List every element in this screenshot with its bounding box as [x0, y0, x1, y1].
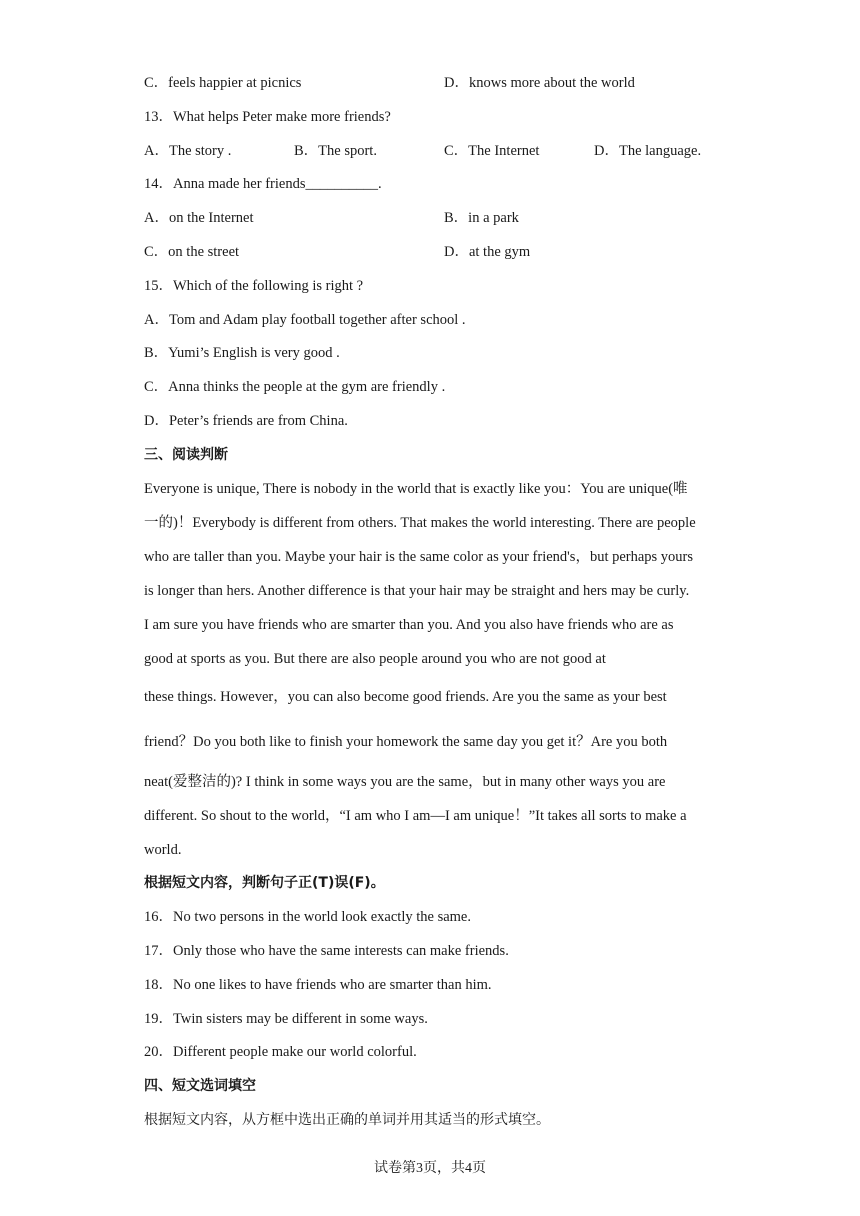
- q12-option-d: D．knows more about the world: [444, 75, 635, 91]
- statement-20: 20．Different people make our world colorful.: [144, 1044, 417, 1060]
- statement-16: 16．No two persons in the world look exactly the same.: [144, 909, 471, 925]
- passage-line: Everyone is unique, There is nobody in the world that is exactly like you：You are unique(唯: [144, 481, 688, 497]
- passage-line: neat(爱整洁的)? I think in some ways you are the same，but in many other ways you are: [144, 774, 666, 790]
- q14-option-a: A．on the Internet: [144, 210, 254, 226]
- statement-19: 19．Twin sisters may be different in some ways.: [144, 1011, 428, 1027]
- passage-line: these things. However，you can also become good friends. Are you the same as your best: [144, 689, 667, 705]
- q15-option-c: C．Anna thinks the people at the gym are friendly .: [144, 379, 446, 395]
- passage-line: good at sports as you. But there are also people around you who are not good at: [144, 651, 606, 667]
- passage-line: is longer than hers. Another difference is that your hair may be straight and hers may be curly.: [144, 583, 690, 599]
- page-footer: 试卷第3页，共4页: [374, 1161, 486, 1176]
- q13-option-d: D．The language.: [594, 143, 702, 159]
- section4-heading: 四、短文选词填空: [144, 1078, 256, 1094]
- section3-instruction: 根据短文内容，判断句子正(T)误(F)。: [144, 875, 385, 891]
- passage-line: 一的)！Everybody is different from others. That makes the world interesting. There are people: [144, 515, 696, 531]
- statement-18: 18．No one likes to have friends who are smarter than him.: [144, 977, 492, 993]
- section3-heading: 三、阅读判断: [144, 447, 228, 463]
- passage-line: different. So shout to the world，“I am who I am—I am unique！”It takes all sorts to make a: [144, 808, 687, 824]
- q14-option-d: D．at the gym: [444, 244, 531, 260]
- statement-17: 17．Only those who have the same interests can make friends.: [144, 943, 509, 959]
- passage-line: I am sure you have friends who are smarter than you. And you also have friends who are as: [144, 617, 674, 633]
- q13-option-b: B．The sport.: [294, 143, 377, 159]
- passage-line: friend？Do you both like to finish your homework the same day you get it？Are you both: [144, 734, 668, 750]
- q14-question: 14．Anna made her friends__________.: [144, 176, 382, 192]
- passage-line: who are taller than you. Maybe your hair is the same color as your friend's，but perhaps yours: [144, 549, 694, 565]
- q12-option-c: C．feels happier at picnics: [144, 75, 302, 91]
- section4-instruction: 根据短文内容，从方框中选出正确的单词并用其适当的形式填空。: [144, 1112, 550, 1128]
- q14-option-b: B．in a park: [444, 210, 519, 226]
- q13-option-a: A．The story .: [144, 143, 232, 159]
- q15-option-a: A．Tom and Adam play football together after school .: [144, 312, 466, 328]
- passage-line: world.: [144, 842, 182, 858]
- q15-option-b: B．Yumi’s English is very good .: [144, 345, 340, 361]
- q13-option-c: C．The Internet: [444, 143, 540, 159]
- q13-question: 13．What helps Peter make more friends?: [144, 109, 391, 125]
- q14-option-c: C．on the street: [144, 244, 240, 260]
- q15-question: 15．Which of the following is right ?: [144, 278, 364, 294]
- q15-option-d: D．Peter’s friends are from China.: [144, 413, 348, 429]
